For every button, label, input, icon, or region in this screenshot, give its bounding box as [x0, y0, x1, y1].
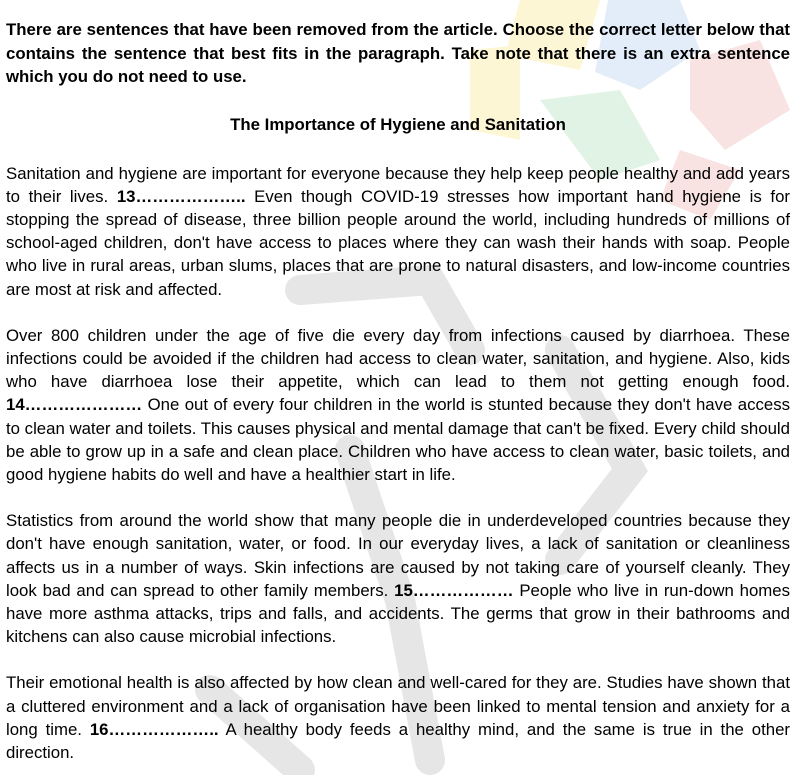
- instructions: There are sentences that have been removed from the article. Choose the correct letter below that contains the sentence that best fits in the paragraph. Take note that there is an extra sentence which you do not need to use.: [6, 20, 790, 86]
- blank-16: 16………………..: [89, 719, 219, 739]
- article-title: The Importance of Hygiene and Sanitation: [230, 114, 566, 134]
- blank-13: 13………………..: [116, 186, 246, 206]
- paragraph-text: Sanitation and hygiene are important for everyone because they help keep people healthy and add years to their lives.: [6, 163, 790, 206]
- paragraph-text: Even though COVID-19 stresses how important hand hygiene is for stopping the spread of disease, three billion people around the world, including hundreds of millions of school-aged children, don't have access to places where they can wash their hands with soap. People who live in rural areas, urban slums, places that are prone to natural disasters, and low-income countries are most at risk and affected.: [6, 186, 790, 299]
- blank-14: 14…………………: [6, 395, 143, 415]
- paragraph-4: [6, 671, 790, 764]
- paragraph-text: Statistics from around the world show that many people die in underdeveloped countries because they don't have enough sanitation, water, or food. In our everyday lives, a lack of sanitation or cleanliness affects us in a number of ways. Skin infections are caused by not taking care of yourself cleanly. They look bad and can spread to other family members.: [6, 511, 790, 600]
- paragraph-3: [6, 509, 790, 648]
- paragraph-text: A healthy body feeds a healthy mind, and the same is true in the other direction.: [6, 719, 790, 762]
- paragraph-text: People who live in run-down homes have more asthma attacks, trips and falls, and accidents. The germs that grow in their bathrooms and kitchens can also cause microbial infections.: [6, 580, 790, 647]
- paragraph-text: Their emotional health is also affected by how clean and well-cared for they are. Studies have shown that a cluttered environment and a lack of organisation have been linked to mental tension and anxiety for a long time.: [6, 673, 790, 739]
- blank-15: 15………………: [394, 580, 514, 600]
- paragraph-text: One out of every four children in the world is stunted because they don't have access to clean water and toilets. This causes physical and mental damage that can't be fixed. Every child should be able to grow up in a safe and clean place. Children who have access to clean water, basic toilets, and good hygiene habits do well and have a healthier start in life.: [6, 395, 790, 484]
- paragraph-text: Over 800 children under the age of five die every day from infections caused by diarrhoea. These infections could be avoided if the children had access to clean water, sanitation, and hygiene. Also, kids who have diarrhoea lose their appetite, which can lead to them not getting enough food.: [6, 325, 790, 392]
- paragraph-1: [6, 162, 790, 301]
- paragraph-2: [6, 324, 790, 486]
